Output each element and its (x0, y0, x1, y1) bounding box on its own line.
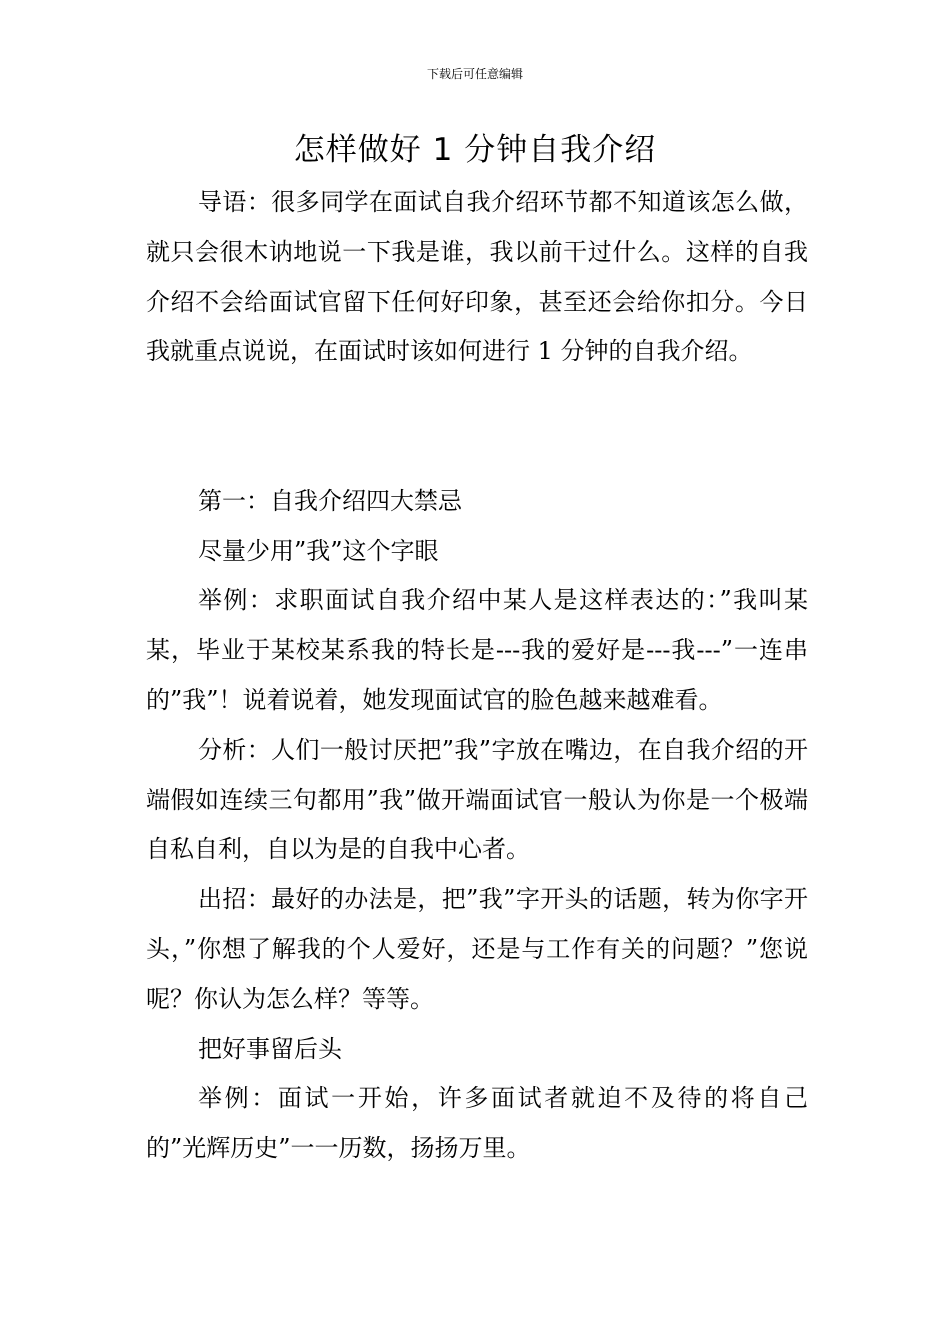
example-paragraph: 举例：面试一开始，许多面试者就迫不及待的将自己的”光辉历史”一一历数，扬扬万里。 (146, 1084, 808, 1163)
example-paragraph: 举例：求职面试自我介绍中某人是这样表达的：”我叫某某，毕业于某校某系我的特长是---我的爱好是---我---”一连串的”我”！说着说着，她发现面试官的脸色越来越难看。 (146, 586, 808, 714)
subsection-heading: 尽量少用”我”这个字眼 (198, 536, 439, 565)
section-heading: 第一：自我介绍四大禁忌 (198, 486, 462, 515)
solution-paragraph: 出招：最好的办法是，把”我”字开头的话题，转为你字开头，”你想了解我的个人爱好，还是与工作有关的问题？”您说呢？你认为怎么样？等等。 (146, 885, 808, 1013)
intro-paragraph: 导语：很多同学在面试自我介绍环节都不知道该怎么做，就只会很木讷地说一下我是谁，我以前干过什么。这样的自我介绍不会给面试官留下任何好印象，甚至还会给你扣分。今日我就重点说说，在面试时该如何进行 1 分钟的自我介绍。 (146, 188, 808, 366)
document-body (146, 178, 808, 1174)
subsection-heading: 把好事留后头 (198, 1034, 342, 1063)
analysis-paragraph: 分析：人们一般讨厌把”我”字放在嘴边，在自我介绍的开端假如连续三句都用”我”做开端面试官一般认为你是一个极端自私自利，自以为是的自我中心者。 (146, 735, 808, 864)
paragraph-spacer (146, 377, 808, 477)
document-title: 怎样做好 1 分钟自我介绍 (293, 132, 657, 168)
page-header-note: 下载后可任意编辑 (426, 67, 523, 81)
